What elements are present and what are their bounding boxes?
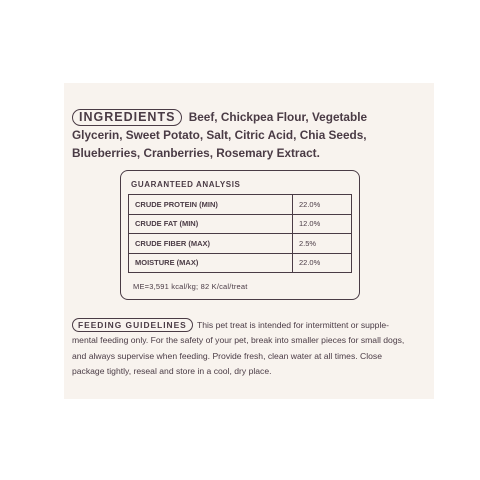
table-row — [129, 195, 352, 215]
analysis-label: CRUDE PROTEIN (MIN) — [129, 195, 293, 215]
ingredients-section — [72, 108, 412, 162]
ingredients-heading: INGREDIENTS — [72, 109, 182, 126]
analysis-label: CRUDE FAT (MIN) — [129, 214, 293, 234]
guaranteed-analysis-box — [120, 170, 360, 300]
ingredients-text: Beef, Chickpea Flour, Vegetable Glycerin, Sweet Potato, Salt, Citric Acid, Chia Seeds, Blueberries, Cranberries, Rosemary Extract. — [72, 110, 368, 160]
feeding-section — [72, 318, 412, 380]
analysis-label: MOISTURE (MAX) — [129, 253, 293, 273]
analysis-title: GUARANTEED ANALYSIS — [131, 180, 241, 189]
analysis-label: CRUDE FIBER (MAX) — [129, 234, 293, 254]
table-row — [129, 214, 352, 234]
analysis-value: 22.0% — [293, 253, 352, 273]
feeding-heading: FEEDING GUIDELINES — [72, 318, 193, 332]
calorie-note: ME=3,591 kcal/kg; 82 K/cal/treat — [133, 282, 248, 291]
analysis-value: 22.0% — [293, 195, 352, 215]
analysis-value: 2.5% — [293, 234, 352, 254]
analysis-table — [128, 194, 352, 273]
table-row — [129, 234, 352, 254]
feeding-text: This pet treat is intended for intermittent or supple-mental feeding only. For the safety of your pet, break into smaller pieces for small dogs, and always supervise when feeding. Provide fresh, clean water at all times. Close package tightly, reseal and store in a cool, dry place. — [72, 320, 405, 377]
analysis-value: 12.0% — [293, 214, 352, 234]
table-row — [129, 253, 352, 273]
